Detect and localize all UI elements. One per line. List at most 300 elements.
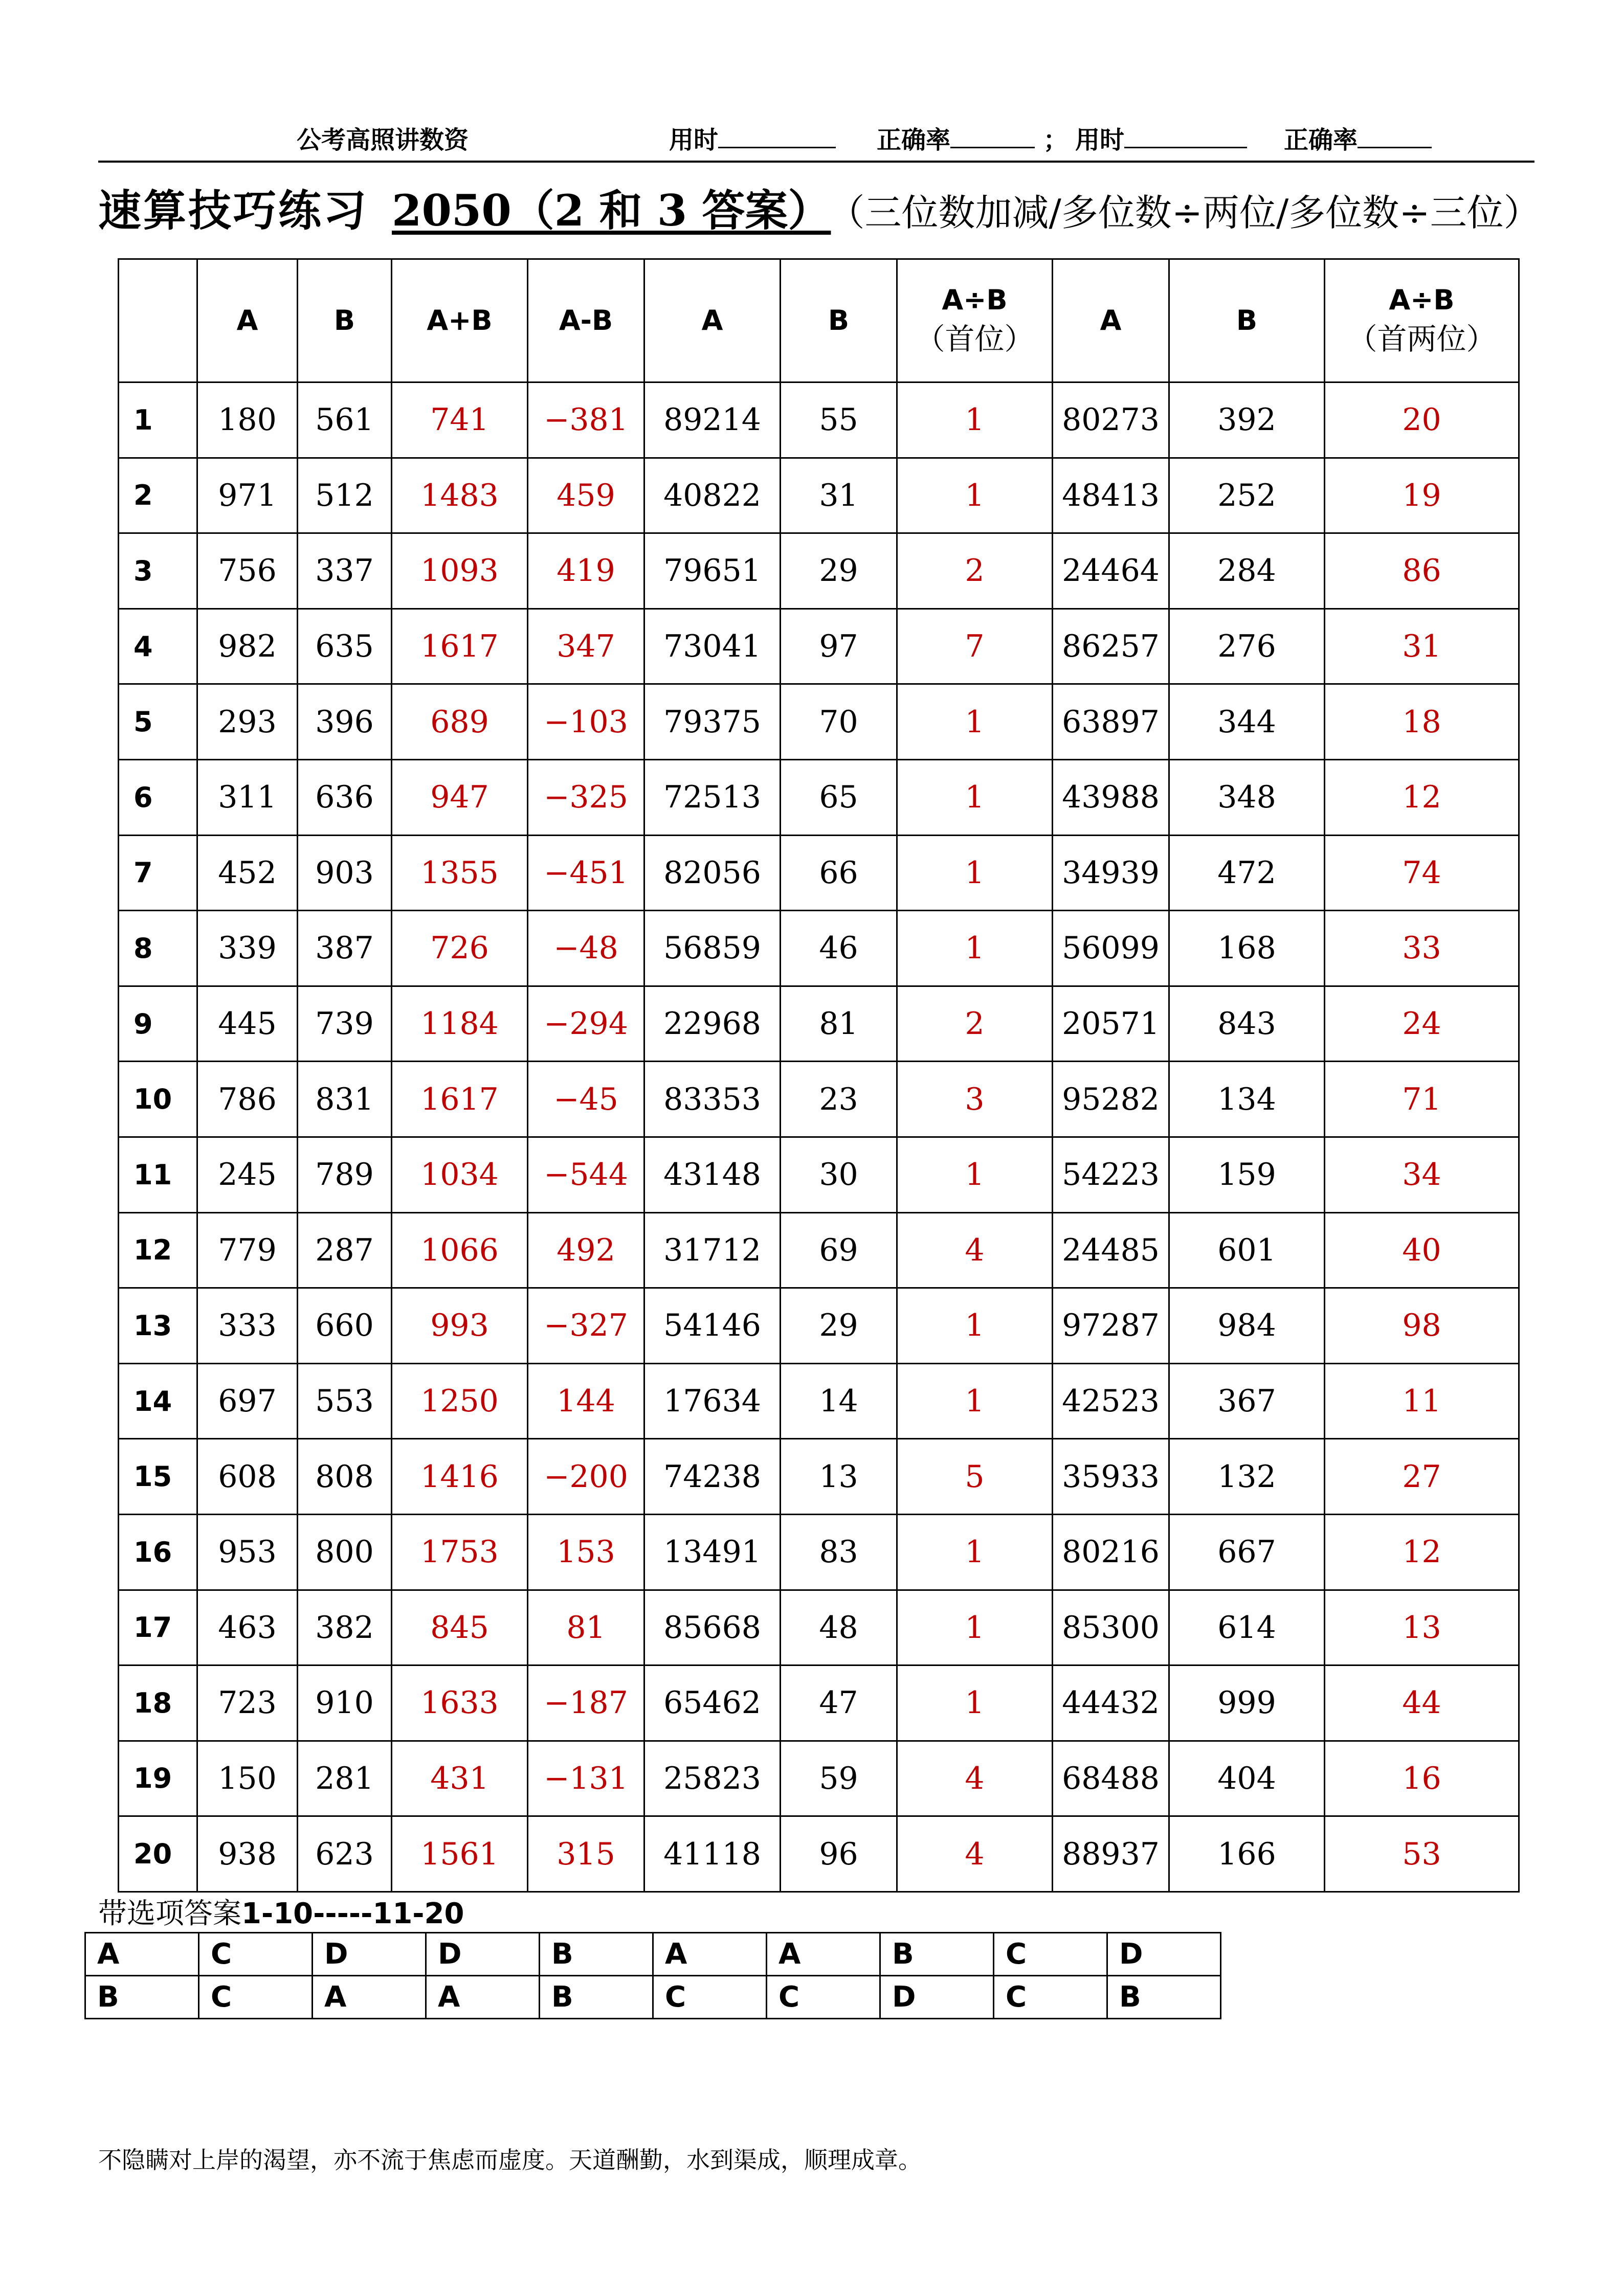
- cell-quotient-first: 2: [897, 986, 1053, 1062]
- cell-quotient-first: 4: [897, 1741, 1053, 1816]
- cell-dividend2: 48413: [1053, 458, 1169, 533]
- header-diff: A-B: [528, 259, 644, 382]
- cell-divisor2: 667: [1169, 1514, 1325, 1590]
- cell-a: 779: [197, 1212, 298, 1288]
- cell-divisor2: 472: [1169, 835, 1325, 911]
- cell-divisor2: 614: [1169, 1590, 1325, 1665]
- option-answer: B: [540, 1976, 653, 2019]
- cell-index: 17: [119, 1590, 197, 1665]
- cell-divisor: 81: [781, 986, 897, 1062]
- header-div1-sub: （首位）: [915, 322, 1034, 357]
- cell-sum: 1355: [392, 835, 528, 911]
- cell-a: 333: [197, 1288, 298, 1364]
- cell-divisor: 59: [781, 1741, 897, 1816]
- cell-dividend: 31712: [644, 1212, 781, 1288]
- cell-quotient-first-two: 16: [1325, 1741, 1519, 1816]
- cell-sum: 845: [392, 1590, 528, 1665]
- cell-sum: 993: [392, 1288, 528, 1364]
- cell-b: 808: [298, 1439, 392, 1515]
- cell-dividend: 82056: [644, 835, 781, 911]
- cell-divisor2: 166: [1169, 1816, 1325, 1892]
- cell-diff: −48: [528, 911, 644, 986]
- header-div2-sub: （首两位）: [1347, 322, 1496, 357]
- cell-quotient-first-two: 71: [1325, 1062, 1519, 1137]
- cell-divisor: 29: [781, 1288, 897, 1364]
- cell-dividend: 74238: [644, 1439, 781, 1515]
- title-number: 2050（2 和 3 答案）: [392, 185, 831, 236]
- cell-divisor2: 276: [1169, 609, 1325, 684]
- option-answer: A: [85, 1933, 199, 1976]
- cell-dividend: 65462: [644, 1665, 781, 1741]
- cell-diff: −45: [528, 1062, 644, 1137]
- cell-a: 608: [197, 1439, 298, 1515]
- header-a: A: [197, 259, 298, 382]
- cell-sum: 1561: [392, 1816, 528, 1892]
- cell-index: 20: [119, 1816, 197, 1892]
- options-label: [98, 1891, 464, 1932]
- table-row: [119, 382, 1519, 458]
- cell-dividend: 72513: [644, 759, 781, 835]
- cell-b: 396: [298, 684, 392, 760]
- cell-quotient-first: 1: [897, 835, 1053, 911]
- option-answer: B: [85, 1976, 199, 2019]
- cell-dividend2: 24485: [1053, 1212, 1169, 1288]
- cell-divisor: 29: [781, 533, 897, 609]
- cell-divisor2: 843: [1169, 986, 1325, 1062]
- cell-quotient-first: 4: [897, 1212, 1053, 1288]
- time-label-2: 用时: [1075, 126, 1125, 154]
- footer-quote: 不隐瞒对上岸的渴望，亦不流于焦虑而虚度。天道酬勤，水到渠成，顺理成章。: [98, 2146, 922, 2174]
- cell-quotient-first: 7: [897, 609, 1053, 684]
- cell-sum: 1034: [392, 1137, 528, 1212]
- practice-table: [118, 258, 1520, 1893]
- cell-divisor: 46: [781, 911, 897, 986]
- cell-sum: 1250: [392, 1363, 528, 1439]
- option-answer: B: [880, 1933, 994, 1976]
- time-blank-2[interactable]: [1124, 124, 1247, 148]
- time-field-1[interactable]: [669, 120, 836, 155]
- table-row: [119, 911, 1519, 986]
- cell-a: 953: [197, 1514, 298, 1590]
- option-answer: D: [426, 1933, 540, 1976]
- cell-quotient-first-two: 44: [1325, 1665, 1519, 1741]
- cell-a: 697: [197, 1363, 298, 1439]
- cell-diff: −325: [528, 759, 644, 835]
- cell-diff: 419: [528, 533, 644, 609]
- cell-dividend2: 95282: [1053, 1062, 1169, 1137]
- option-answer: A: [426, 1976, 540, 2019]
- accuracy-field-2[interactable]: [1284, 120, 1432, 155]
- option-answer: C: [994, 1933, 1107, 1976]
- cell-quotient-first-two: 12: [1325, 1514, 1519, 1590]
- cell-dividend2: 24464: [1053, 533, 1169, 609]
- option-answer: B: [540, 1933, 653, 1976]
- cell-quotient-first-two: 40: [1325, 1212, 1519, 1288]
- cell-sum: 1416: [392, 1439, 528, 1515]
- cell-a: 445: [197, 986, 298, 1062]
- cell-divisor2: 999: [1169, 1665, 1325, 1741]
- source-label: 公考高照讲数资: [297, 126, 469, 154]
- cell-a: 982: [197, 609, 298, 684]
- cell-quotient-first: 1: [897, 1665, 1053, 1741]
- cell-quotient-first-two: 53: [1325, 1816, 1519, 1892]
- cell-dividend2: 54223: [1053, 1137, 1169, 1212]
- table-row: [119, 1288, 1519, 1364]
- cell-divisor: 83: [781, 1514, 897, 1590]
- cell-quotient-first-two: 24: [1325, 986, 1519, 1062]
- option-answer: D: [880, 1976, 994, 2019]
- accuracy-label-2: 正确率: [1284, 126, 1358, 154]
- cell-dividend: 79651: [644, 533, 781, 609]
- option-answer: C: [653, 1976, 767, 2019]
- cell-divisor: 13: [781, 1439, 897, 1515]
- cell-sum: 1633: [392, 1665, 528, 1741]
- cell-index: 15: [119, 1439, 197, 1515]
- cell-quotient-first-two: 11: [1325, 1363, 1519, 1439]
- cell-divisor2: 404: [1169, 1741, 1325, 1816]
- cell-quotient-first: 1: [897, 1363, 1053, 1439]
- cell-b: 800: [298, 1514, 392, 1590]
- cell-b: 512: [298, 458, 392, 533]
- table-row: [119, 609, 1519, 684]
- options-row: [85, 1933, 1221, 1976]
- cell-index: 6: [119, 759, 197, 835]
- options-label-text: 带选项答案: [98, 1897, 241, 1930]
- cell-quotient-first-two: 98: [1325, 1288, 1519, 1364]
- cell-divisor: 96: [781, 1816, 897, 1892]
- option-answer: A: [313, 1976, 426, 2019]
- cell-index: 7: [119, 835, 197, 911]
- option-answer: A: [653, 1933, 767, 1976]
- table-row: [119, 759, 1519, 835]
- cell-dividend: 89214: [644, 382, 781, 458]
- cell-quotient-first-two: 31: [1325, 609, 1519, 684]
- cell-dividend: 79375: [644, 684, 781, 760]
- cell-diff: −187: [528, 1665, 644, 1741]
- cell-index: 9: [119, 986, 197, 1062]
- header-a3: A: [1053, 259, 1169, 382]
- option-answer: A: [767, 1933, 880, 1976]
- cell-quotient-first: 1: [897, 759, 1053, 835]
- option-answer: C: [994, 1976, 1107, 2019]
- cell-diff: −200: [528, 1439, 644, 1515]
- cell-dividend2: 85300: [1053, 1590, 1169, 1665]
- cell-divisor2: 392: [1169, 382, 1325, 458]
- cell-dividend: 22968: [644, 986, 781, 1062]
- cell-quotient-first-two: 34: [1325, 1137, 1519, 1212]
- cell-dividend2: 80273: [1053, 382, 1169, 458]
- cell-quotient-first: 1: [897, 1590, 1053, 1665]
- cell-diff: −131: [528, 1741, 644, 1816]
- cell-dividend2: 63897: [1053, 684, 1169, 760]
- option-answer: D: [1107, 1933, 1221, 1976]
- table-row: [119, 1665, 1519, 1741]
- cell-divisor: 55: [781, 382, 897, 458]
- cell-sum: 726: [392, 911, 528, 986]
- cell-divisor: 31: [781, 458, 897, 533]
- header-a2: A: [644, 259, 781, 382]
- cell-diff: 81: [528, 1590, 644, 1665]
- cell-a: 786: [197, 1062, 298, 1137]
- cell-divisor: 30: [781, 1137, 897, 1212]
- cell-quotient-first: 2: [897, 533, 1053, 609]
- cell-dividend: 83353: [644, 1062, 781, 1137]
- cell-index: 13: [119, 1288, 197, 1364]
- cell-dividend2: 56099: [1053, 911, 1169, 986]
- cell-divisor: 97: [781, 609, 897, 684]
- cell-divisor2: 168: [1169, 911, 1325, 986]
- cell-divisor2: 367: [1169, 1363, 1325, 1439]
- option-answer: C: [199, 1933, 313, 1976]
- cell-b: 281: [298, 1741, 392, 1816]
- cell-index: 12: [119, 1212, 197, 1288]
- cell-b: 553: [298, 1363, 392, 1439]
- cell-dividend2: 68488: [1053, 1741, 1169, 1816]
- cell-sum: 1617: [392, 1062, 528, 1137]
- cell-diff: −451: [528, 835, 644, 911]
- cell-divisor2: 984: [1169, 1288, 1325, 1364]
- cell-dividend: 41118: [644, 1816, 781, 1892]
- title-subtitle: （三位数加减/多位数÷两位/多位数÷三位）: [846, 191, 1541, 234]
- cell-b: 636: [298, 759, 392, 835]
- cell-quotient-first: 1: [897, 458, 1053, 533]
- cell-dividend: 43148: [644, 1137, 781, 1212]
- cell-sum: 689: [392, 684, 528, 760]
- cell-a: 180: [197, 382, 298, 458]
- cell-b: 910: [298, 1665, 392, 1741]
- cell-b: 831: [298, 1062, 392, 1137]
- cell-divisor2: 601: [1169, 1212, 1325, 1288]
- cell-divisor2: 134: [1169, 1062, 1325, 1137]
- header-b2: B: [781, 259, 897, 382]
- cell-dividend: 40822: [644, 458, 781, 533]
- options-label-range: 1-10-----11-20: [241, 1897, 464, 1930]
- cell-a: 756: [197, 533, 298, 609]
- header-sum: A+B: [392, 259, 528, 382]
- cell-sum: 947: [392, 759, 528, 835]
- cell-index: 19: [119, 1741, 197, 1816]
- cell-divisor2: 348: [1169, 759, 1325, 835]
- cell-divisor: 65: [781, 759, 897, 835]
- cell-divisor: 66: [781, 835, 897, 911]
- cell-quotient-first: 1: [897, 684, 1053, 760]
- cell-a: 723: [197, 1665, 298, 1741]
- cell-divisor: 70: [781, 684, 897, 760]
- cell-b: 287: [298, 1212, 392, 1288]
- cell-index: 14: [119, 1363, 197, 1439]
- option-answer: C: [199, 1976, 313, 2019]
- cell-diff: −544: [528, 1137, 644, 1212]
- page-title: [98, 176, 1582, 243]
- cell-b: 623: [298, 1816, 392, 1892]
- cell-divisor2: 284: [1169, 533, 1325, 609]
- cell-a: 150: [197, 1741, 298, 1816]
- cell-dividend: 73041: [644, 609, 781, 684]
- table-row: [119, 1137, 1519, 1212]
- cell-a: 245: [197, 1137, 298, 1212]
- cell-sum: 431: [392, 1741, 528, 1816]
- cell-b: 660: [298, 1288, 392, 1364]
- cell-a: 938: [197, 1816, 298, 1892]
- cell-b: 789: [298, 1137, 392, 1212]
- time-field-2[interactable]: [1075, 120, 1247, 155]
- cell-quotient-first: 1: [897, 1137, 1053, 1212]
- time-label-1: 用时: [669, 126, 719, 154]
- option-answer: D: [313, 1933, 426, 1976]
- accuracy-blank-2[interactable]: [1358, 124, 1432, 148]
- cell-quotient-first-two: 86: [1325, 533, 1519, 609]
- header-div1-label: A÷B: [942, 284, 1008, 317]
- cell-a: 452: [197, 835, 298, 911]
- cell-diff: −103: [528, 684, 644, 760]
- time-blank-1[interactable]: [718, 124, 836, 148]
- option-answer: C: [767, 1976, 880, 2019]
- cell-dividend2: 44432: [1053, 1665, 1169, 1741]
- accuracy-blank-1[interactable]: [950, 124, 1035, 148]
- cell-diff: 347: [528, 609, 644, 684]
- header-divider: [98, 161, 1534, 163]
- options-row: [85, 1976, 1221, 2019]
- cell-dividend2: 97287: [1053, 1288, 1169, 1364]
- cell-dividend: 17634: [644, 1363, 781, 1439]
- cell-dividend2: 34939: [1053, 835, 1169, 911]
- cell-divisor2: 252: [1169, 458, 1325, 533]
- cell-dividend2: 88937: [1053, 1816, 1169, 1892]
- cell-diff: −381: [528, 382, 644, 458]
- option-answer: B: [1107, 1976, 1221, 2019]
- table-row: [119, 1212, 1519, 1288]
- header-div1: [897, 259, 1053, 382]
- cell-divisor: 14: [781, 1363, 897, 1439]
- cell-a: 311: [197, 759, 298, 835]
- cell-dividend2: 20571: [1053, 986, 1169, 1062]
- cell-quotient-first: 3: [897, 1062, 1053, 1137]
- cell-quotient-first-two: 20: [1325, 382, 1519, 458]
- cell-dividend2: 35933: [1053, 1439, 1169, 1515]
- header-b3: B: [1169, 259, 1325, 382]
- cell-sum: 1753: [392, 1514, 528, 1590]
- cell-quotient-first: 1: [897, 1288, 1053, 1364]
- table-row: [119, 1741, 1519, 1816]
- worksheet-header: [98, 120, 1534, 161]
- cell-quotient-first-two: 27: [1325, 1439, 1519, 1515]
- header-b: B: [298, 259, 392, 382]
- cell-index: 18: [119, 1665, 197, 1741]
- cell-b: 387: [298, 911, 392, 986]
- cell-quotient-first-two: 33: [1325, 911, 1519, 986]
- header-separator: ；: [1043, 126, 1068, 154]
- cell-divisor2: 344: [1169, 684, 1325, 760]
- cell-a: 339: [197, 911, 298, 986]
- title-main: 速算技巧练习: [98, 185, 369, 236]
- cell-quotient-first: 1: [897, 911, 1053, 986]
- table-row: [119, 1363, 1519, 1439]
- cell-diff: 144: [528, 1363, 644, 1439]
- cell-dividend: 56859: [644, 911, 781, 986]
- cell-a: 293: [197, 684, 298, 760]
- cell-b: 635: [298, 609, 392, 684]
- table-row: [119, 1514, 1519, 1590]
- cell-a: 971: [197, 458, 298, 533]
- cell-b: 903: [298, 835, 392, 911]
- cell-quotient-first-two: 13: [1325, 1590, 1519, 1665]
- cell-dividend: 85668: [644, 1590, 781, 1665]
- table-row: [119, 1439, 1519, 1515]
- cell-divisor2: 132: [1169, 1439, 1325, 1515]
- cell-divisor: 69: [781, 1212, 897, 1288]
- cell-diff: −294: [528, 986, 644, 1062]
- cell-sum: 1184: [392, 986, 528, 1062]
- cell-dividend2: 43988: [1053, 759, 1169, 835]
- cell-divisor: 47: [781, 1665, 897, 1741]
- cell-quotient-first: 1: [897, 1514, 1053, 1590]
- accuracy-field-1[interactable]: [877, 120, 1068, 155]
- header-div2: [1325, 259, 1519, 382]
- cell-index: 4: [119, 609, 197, 684]
- cell-index: 16: [119, 1514, 197, 1590]
- cell-dividend: 25823: [644, 1741, 781, 1816]
- cell-quotient-first-two: 74: [1325, 835, 1519, 911]
- table-row: [119, 986, 1519, 1062]
- table-row: [119, 1590, 1519, 1665]
- cell-diff: 315: [528, 1816, 644, 1892]
- cell-quotient-first-two: 18: [1325, 684, 1519, 760]
- cell-diff: 153: [528, 1514, 644, 1590]
- header-row: [119, 259, 1519, 382]
- cell-sum: 1483: [392, 458, 528, 533]
- cell-index: 10: [119, 1062, 197, 1137]
- cell-index: 1: [119, 382, 197, 458]
- accuracy-label-1: 正确率: [877, 126, 951, 154]
- header-index: [119, 259, 197, 382]
- cell-quotient-first-two: 12: [1325, 759, 1519, 835]
- cell-index: 2: [119, 458, 197, 533]
- cell-dividend2: 42523: [1053, 1363, 1169, 1439]
- cell-b: 337: [298, 533, 392, 609]
- cell-divisor: 23: [781, 1062, 897, 1137]
- cell-divisor: 48: [781, 1590, 897, 1665]
- table-row: [119, 684, 1519, 760]
- cell-dividend: 54146: [644, 1288, 781, 1364]
- cell-sum: 1617: [392, 609, 528, 684]
- header-div2-label: A÷B: [1389, 284, 1455, 317]
- cell-quotient-first: 5: [897, 1439, 1053, 1515]
- cell-quotient-first: 1: [897, 382, 1053, 458]
- table-row: [119, 1816, 1519, 1892]
- table-row: [119, 533, 1519, 609]
- cell-diff: 459: [528, 458, 644, 533]
- cell-a: 463: [197, 1590, 298, 1665]
- cell-dividend: 13491: [644, 1514, 781, 1590]
- table-row: [119, 1062, 1519, 1137]
- cell-diff: 492: [528, 1212, 644, 1288]
- cell-index: 8: [119, 911, 197, 986]
- cell-sum: 741: [392, 382, 528, 458]
- cell-dividend2: 80216: [1053, 1514, 1169, 1590]
- cell-index: 5: [119, 684, 197, 760]
- cell-sum: 1066: [392, 1212, 528, 1288]
- cell-b: 561: [298, 382, 392, 458]
- cell-b: 739: [298, 986, 392, 1062]
- cell-quotient-first: 4: [897, 1816, 1053, 1892]
- cell-sum: 1093: [392, 533, 528, 609]
- options-table: [84, 1932, 1221, 2019]
- table-row: [119, 835, 1519, 911]
- cell-diff: −327: [528, 1288, 644, 1364]
- cell-index: 11: [119, 1137, 197, 1212]
- cell-divisor2: 159: [1169, 1137, 1325, 1212]
- cell-index: 3: [119, 533, 197, 609]
